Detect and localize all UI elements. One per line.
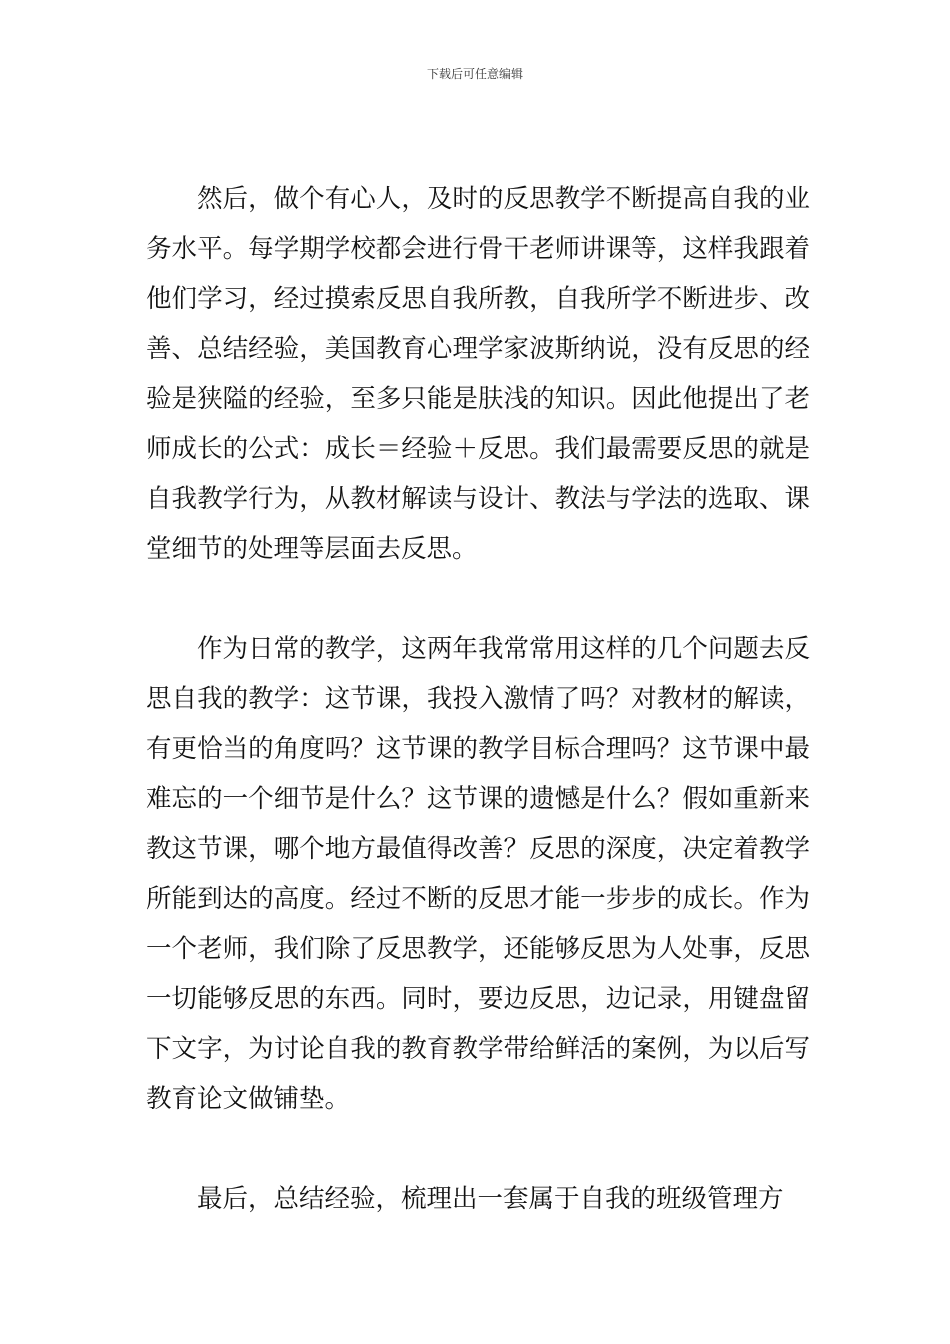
body-text: [146, 174, 810, 1224]
paragraph-daily-teaching: 作为日常的教学，这两年我常常用这样的几个问题去反思自我的教学：这节课，我投入激情了吗？对教材的解读，有更恰当的角度吗？这节课的教学目标合理吗？这节课中最难忘的一个细节是什么？这节课的遗憾是什么？假如重新来教这节课，哪个地方最值得改善？反思的深度，决定着教学所能到达的高度。经过不断的反思才能一步步的成长。作为一个老师，我们除了反思教学，还能够反思为人处事，反思一切能够反思的东西。同时，要边反思，边记录，用键盘留下文字，为讨论自我的教育教学带给鲜活的案例，为以后写教育论文做铺垫。: [146, 634, 810, 1114]
paragraph-reflection: 然后，做个有心人，及时的反思教学不断提高自我的业务水平。每学期学校都会进行骨干老师讲课等，这样我跟着他们学习，经过摸索反思自我所教，自我所学不断进步、改善、总结经验，美国教育心理学家波斯纳说，没有反思的经验是狭隘的经验，至多只能是肤浅的知识。因此他提出了老师成长的公式：成长＝经验＋反思。我们最需要反思的就是自我教学行为，从教材解读与设计、教法与学法的选取、课堂细节的处理等层面去反思。: [146, 184, 810, 564]
header-note: 下载后可任意编辑: [426, 67, 523, 81]
paragraph-summary: 最后，总结经验，梳理出一套属于自我的班级管理方: [197, 1184, 784, 1214]
